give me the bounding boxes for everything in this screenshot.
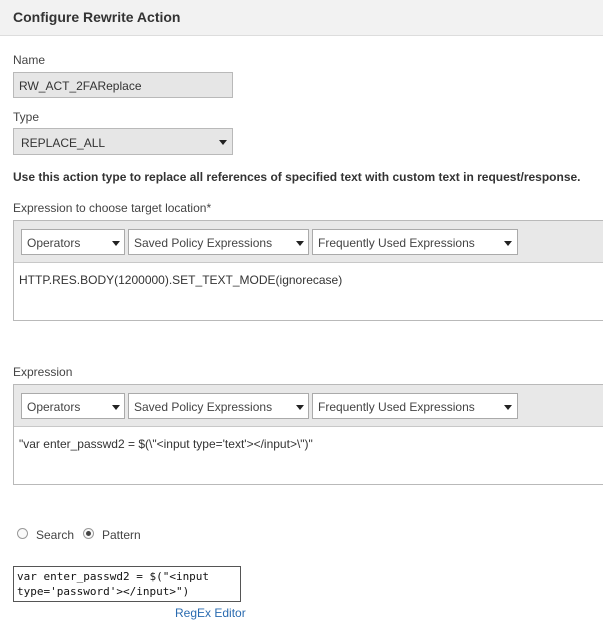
dialog-header [0,0,603,36]
expression-operators-label: Operators [27,400,81,414]
expression-operators-dropdown[interactable] [21,393,125,419]
chevron-down-icon [296,241,304,246]
action-type-description: Use this action type to replace all references of specified text with custom text in request/response. [13,170,581,184]
type-select[interactable] [13,128,233,155]
name-input[interactable]: RW_ACT_2FAReplace [13,72,233,98]
target-operators-label: Operators [27,236,81,250]
pattern-radio-label: Pattern [102,528,141,542]
radio-selected-dot [86,531,91,536]
expression-label: Expression [13,365,73,379]
chevron-down-icon [296,405,304,410]
target-expression-textarea[interactable]: HTTP.RES.BODY(1200000).SET_TEXT_MODE(ignorecase) [19,273,343,287]
regex-editor-link[interactable]: RegEx Editor [175,606,246,620]
expression-frequent-label: Frequently Used Expressions [318,400,475,414]
pattern-textarea[interactable] [13,566,241,602]
search-radio-label: Search [36,528,75,542]
chevron-down-icon [504,241,512,246]
target-operators-dropdown[interactable] [21,229,125,255]
target-saved-policy-label: Saved Policy Expressions [134,236,273,250]
target-expression-toolbar [14,221,603,263]
expression-textarea[interactable]: "var enter_passwd2 = $(\"<input type='text'></input>\")" [19,437,313,451]
chevron-down-icon [112,241,120,246]
target-saved-policy-dropdown[interactable] [128,229,309,255]
dialog-title: Configure Rewrite Action [13,9,181,25]
chevron-down-icon [112,405,120,410]
target-expression-panel [13,220,603,321]
chevron-down-icon [504,405,512,410]
pattern-line-2: type='password'></input>") [17,585,190,598]
expression-frequent-dropdown[interactable] [312,393,518,419]
name-label: Name [13,53,46,67]
expression-toolbar [14,385,603,427]
type-label: Type [13,110,40,124]
chevron-down-icon [219,140,227,145]
type-select-value: REPLACE_ALL [21,136,106,150]
target-frequent-dropdown[interactable] [312,229,518,255]
target-frequent-label: Frequently Used Expressions [318,236,475,250]
search-radio[interactable] [17,528,28,539]
target-expression-label: Expression to choose target location* [13,201,212,215]
expression-panel [13,384,603,485]
pattern-radio[interactable] [83,528,94,539]
pattern-line-1: var enter_passwd2 = $("<input [17,570,210,583]
expression-saved-policy-dropdown[interactable] [128,393,309,419]
expression-saved-policy-label: Saved Policy Expressions [134,400,273,414]
